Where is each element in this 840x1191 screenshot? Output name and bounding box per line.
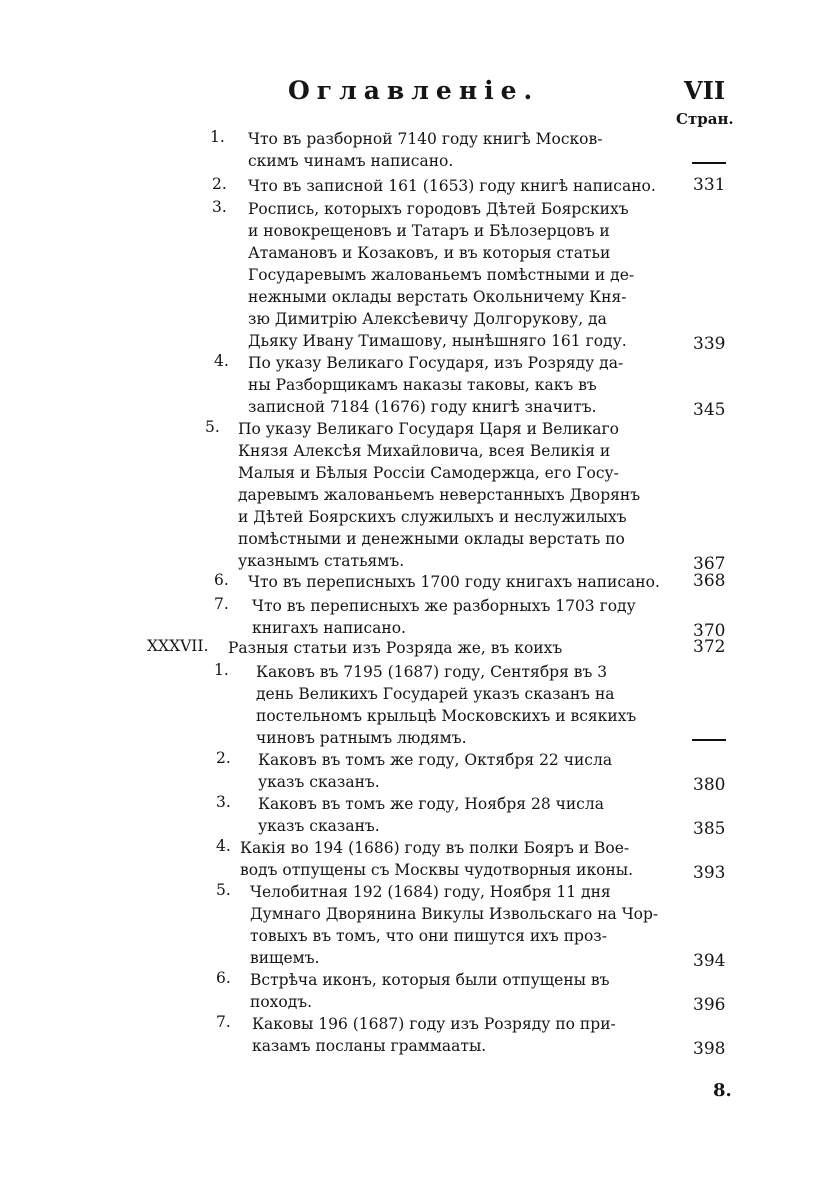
toc-entry-line: Что въ переписныхъ 1700 году книгахъ написано. [248, 573, 660, 591]
toc-entry-number: XXXVII. [147, 637, 209, 655]
toc-entry-number: 2. [212, 175, 227, 193]
toc-entry-line: ны Разборщикамъ наказы таковы, какъ въ [248, 376, 597, 394]
page-column-label: Стран. [676, 110, 734, 128]
toc-entry-page-dash [692, 162, 726, 164]
toc-entry-page: 370 [693, 621, 726, 641]
toc-entry-number: 7. [216, 1013, 231, 1031]
toc-entry-page-dash [692, 739, 726, 741]
toc-entry-line: помѣстными и денежными оклады верстать по [238, 530, 625, 548]
toc-entry-line: указъ сказанъ. [258, 817, 380, 835]
toc-entry-line: вищемъ. [250, 949, 320, 967]
toc-entry-page: 372 [693, 637, 726, 657]
toc-entry-line: Атамановъ и Козаковъ, и въ которыя статьи [248, 244, 611, 262]
toc-entry-number: 3. [212, 198, 227, 216]
toc-entry-line: скимъ чинамъ написано. [248, 152, 454, 170]
toc-entry-number: 6. [216, 969, 231, 987]
toc-entry-line: чиновъ ратнымъ людямъ. [256, 729, 467, 747]
toc-entry-number: 7. [214, 595, 229, 613]
toc-entry-line: даревымъ жалованьемъ неверстанныхъ Дворянъ [238, 486, 641, 504]
toc-entry-page: 393 [693, 863, 726, 883]
toc-entry-number: 1. [210, 128, 225, 146]
toc-entry-line: По указу Великаго Государя, изъ Розряду да- [248, 354, 624, 372]
toc-entry-line: Каковъ въ томъ же году, Ноября 28 числа [258, 795, 604, 813]
toc-entry-line: По указу Великаго Государя Царя и Великаго [238, 420, 619, 438]
toc-entry-number: 6. [214, 571, 229, 589]
toc-entry-line: книгахъ написано. [252, 619, 406, 637]
toc-entry-line: постельномъ крыльцѣ Московскихъ и всякихъ [256, 707, 637, 725]
toc-entry-line: Малыя и Бѣлыя Россіи Самодержца, его Госу- [238, 464, 619, 482]
toc-entry-number: 3. [216, 793, 231, 811]
toc-entry-number: 4. [216, 837, 231, 855]
toc-entry-line: Разныя статьи изъ Розряда же, въ коихъ [228, 639, 563, 657]
toc-entry-line: Что въ разборной 7140 году книгѣ Москов- [248, 130, 603, 148]
catchword: 8. [713, 1080, 732, 1101]
toc-entry-line: Челобитная 192 (1684) году, Ноября 11 дня [250, 883, 611, 901]
toc-entry-line: Думнаго Дворянина Викулы Извольскаго на Чор- [250, 905, 659, 923]
toc-entry-page: 367 [693, 554, 726, 574]
toc-entry-page: 394 [693, 951, 726, 971]
toc-entry-page: 385 [693, 819, 726, 839]
toc-entry-line: Каковъ въ томъ же году, Октября 22 числа [258, 751, 613, 769]
toc-entry-number: 2. [216, 749, 231, 767]
toc-entry-number: 5. [216, 881, 231, 899]
toc-entry-line: указнымъ статьямъ. [238, 552, 405, 570]
toc-entry-line: водъ отпущены съ Москвы чудотворныя иконы. [240, 861, 634, 879]
page-number: VII [684, 76, 726, 105]
page-title: Оглавленіе. [288, 76, 540, 105]
toc-entry-line: зю Димитрію Алексѣевичу Долгорукову, да [248, 310, 607, 328]
toc-entry-line: походъ. [250, 993, 313, 1011]
toc-entry-line: казамъ посланы граммааты. [252, 1037, 487, 1055]
toc-entry-line: и новокрещеновъ и Татаръ и Бѣлозерцовъ и [248, 222, 610, 240]
toc-entry-line: и Дѣтей Боярскихъ служилыхъ и неслужилыхъ [238, 508, 627, 526]
toc-entry-line: Что въ переписныхъ же разборныхъ 1703 году [252, 597, 636, 615]
toc-entry-line: Что въ записной 161 (1653) году книгѣ написано. [248, 177, 656, 195]
toc-entry-line: записной 7184 (1676) году книгѣ значитъ. [248, 398, 597, 416]
toc-entry-line: Государевымъ жалованьемъ помѣстными и де- [248, 266, 635, 284]
toc-entry-line: день Великихъ Государей указъ сказанъ на [256, 685, 615, 703]
toc-entry-line: товыхъ въ томъ, что они пишутся ихъ проз- [250, 927, 607, 945]
toc-entry-page: 339 [693, 334, 726, 354]
toc-entry-line: Дьяку Ивану Тимашову, нынѣшняго 161 году. [248, 332, 627, 350]
toc-entry-line: Князя Алексѣя Михайловича, всея Великія и [238, 442, 611, 460]
toc-entry-line: Какія во 194 (1686) году въ полки Бояръ и Вое- [240, 839, 630, 857]
toc-entry-line: Каковъ въ 7195 (1687) году, Сентября въ 3 [256, 663, 608, 681]
toc-entry-page: 380 [693, 775, 726, 795]
toc-entry-number: 1. [214, 661, 229, 679]
toc-entry-page: 396 [693, 995, 726, 1015]
toc-entry-line: Роспись, которыхъ городовъ Дѣтей Боярскихъ [248, 200, 629, 218]
toc-entry-line: нежными оклады верстать Окольничему Кня- [248, 288, 627, 306]
toc-entry-number: 4. [214, 352, 229, 370]
toc-entry-line: Встрѣча иконъ, которыя были отпущены въ [250, 971, 610, 989]
toc-entry-page: 368 [693, 571, 726, 591]
toc-entry-page: 345 [693, 400, 726, 420]
toc-entry-page: 398 [693, 1039, 726, 1059]
toc-entry-page: 331 [693, 175, 726, 195]
toc-entry-line: Каковы 196 (1687) году изъ Розряду по при- [252, 1015, 616, 1033]
toc-entry-number: 5. [205, 418, 220, 436]
toc-entry-line: указъ сказанъ. [258, 773, 380, 791]
